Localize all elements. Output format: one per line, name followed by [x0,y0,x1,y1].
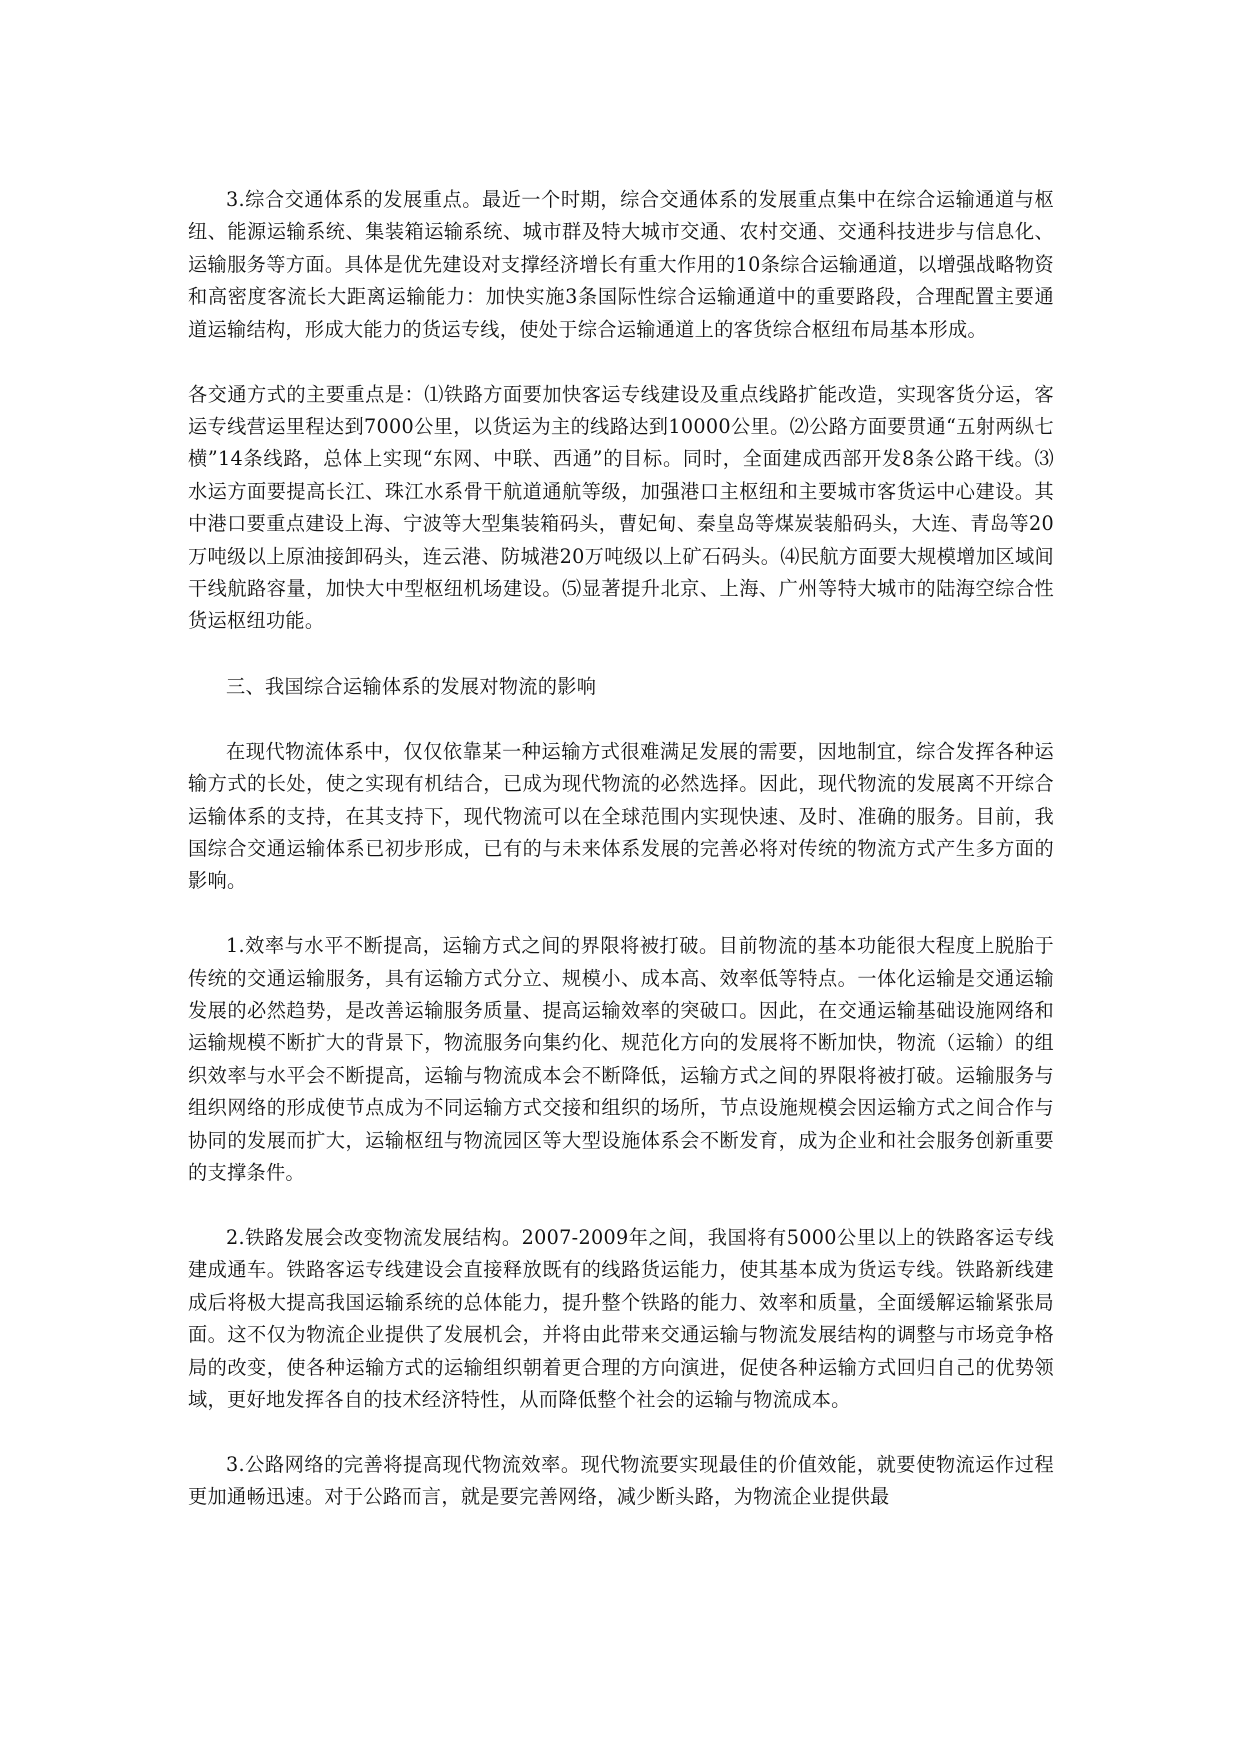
paragraph-key-points: 3.综合交通体系的发展重点。最近一个时期，综合交通体系的发展重点集中在综合运输通道与枢纽、能源运输系统、集装箱运输系统、城市群及特大城市交通、农村交通、交通科技进步与信息化、运输服务等方面。具体是优先建设对支撑经济增长有重大作用的10条综合运输通道，以增强战略物资和高密度客流长大距离运输能力：加快实施3条国际性综合运输通道中的重要路段，合理配置主要通道运输结构，形成大能力的货运专线，使处于综合运输通道上的客货综合枢纽布局基本形成。 [188,188,1054,341]
paragraph-railway: 2.铁路发展会改变物流发展结构。2007-2009年之间，我国将有5000公里以上的铁路客运专线建成通车。铁路客运专线建设会直接释放既有的线路货运能力，使其基本成为货运专线。铁路新线建成后将极大提高我国运输系统的总体能力，提升整个铁路的能力、效率和质量，全面缓解运输紧张局面。这不仅为物流企业提供了发展机会，并将由此带来交通运输与物流发展结构的调整与市场竞争格局的改变，使各种运输方式的运输组织朝着更合理的方向演进，促使各种运输方式回归自己的优势领域，更好地发挥各自的技术经济特性，从而降低整个社会的运输与物流成本。 [188,1225,1054,1411]
paragraph-highway: 3.公路网络的完善将提高现代物流效率。现代物流要实现最佳的价值效能，就要使物流运作过程更加通畅迅速。对于公路而言，就是要完善网络，减少断头路，为物流企业提供最 [188,1452,1054,1509]
section-heading: 三、我国综合运输体系的发展对物流的影响 [226,674,597,698]
paragraph-logistics-intro: 在现代物流体系中，仅仅依靠某一种运输方式很难满足发展的需要，因地制宜，综合发挥各种运输方式的长处，使之实现有机结合，已成为现代物流的必然选择。因此，现代物流的发展离不开综合运输体系的支持，在其支持下，现代物流可以在全球范围内实现快速、及时、准确的服务。目前，我国综合交通运输体系已初步形成，已有的与未来体系发展的完善必将对传统的物流方式产生多方面的影响。 [188,739,1054,893]
paragraph-efficiency: 1.效率与水平不断提高，运输方式之间的界限将被打破。目前物流的基本功能很大程度上脱胎于传统的交通运输服务，具有运输方式分立、规模小、成本高、效率低等特点。一体化运输是交通运输发展的必然趋势，是改善运输服务质量、提高运输效率的突破口。因此，在交通运输基础设施网络和运输规模不断扩大的背景下，物流服务向集约化、规范化方向的发展将不断加快，物流（运输）的组织效率与水平会不断提高，运输与物流成本会不断降低，运输方式之间的界限将被打破。运输服务与组织网络的形成使节点成为不同运输方式交接和组织的场所，节点设施规模会因运输方式之间合作与协同的发展而扩大，运输枢纽与物流园区等大型设施体系会不断发育，成为企业和社会服务创新重要的支撑条件。 [188,934,1054,1185]
document-page [188,184,1054,1514]
paragraph-transport-modes: 各交通方式的主要重点是：⑴铁路方面要加快客运专线建设及重点线路扩能改造，实现客货分运，客运专线营运里程达到7000公里，以货运为主的线路达到10000公里。⑵公路方面要贯通“五射两纵七横”14条线路，总体上实现“东网、中联、西通”的目标。同时，全面建成西部开发8条公路干线。⑶水运方面要提高长江、珠江水系骨干航道通航等级，加强港口主枢纽和主要城市客货运中心建设。其中港口要重点建设上海、宁波等大型集装箱码头，曹妃甸、秦皇岛等煤炭装船码头，大连、青岛等20万吨级以上原油接卸码头，连云港、防城港20万吨级以上矿石码头。⑷民航方面要大规模增加区域间干线航路容量，加快大中型枢纽机场建设。⑸显著提升北京、上海、广州等特大城市的陆海空综合性货运枢纽功能。 [188,382,1054,633]
